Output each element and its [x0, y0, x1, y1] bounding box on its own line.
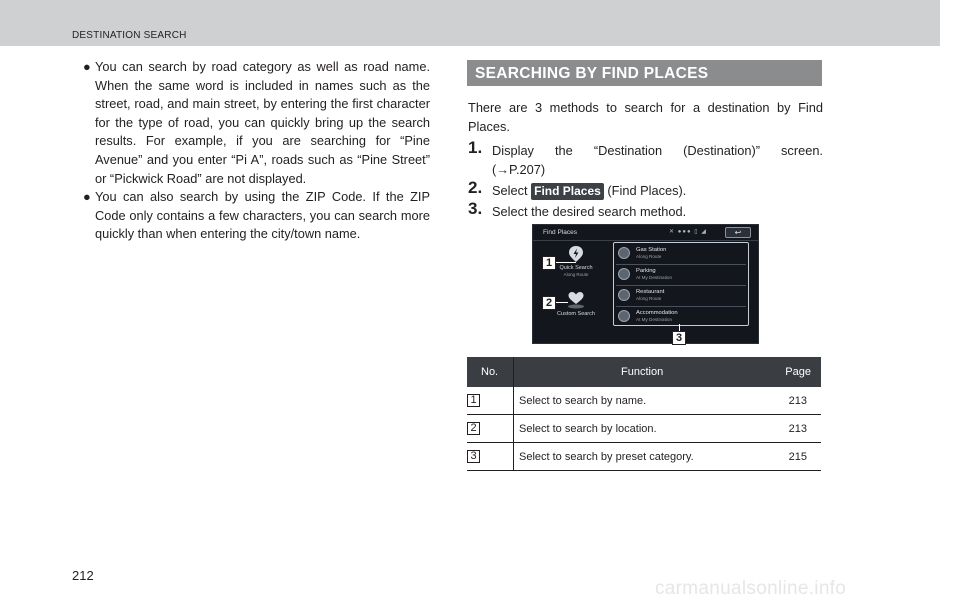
step-2	[468, 178, 823, 200]
page-reference: (→P.207)	[492, 162, 546, 177]
tile-title: Custom Search	[557, 311, 595, 317]
row-number: 1	[467, 394, 480, 407]
note-text: You can also search by using the ZIP Code. If the ZIP Code only contains a few characters, you can search more quickly than when entering the city/town name.	[95, 189, 430, 242]
callout-3: 3	[672, 331, 686, 345]
divider	[616, 306, 746, 307]
category-title: Accommodation	[636, 310, 678, 316]
category-subtitle: At My Destination	[636, 275, 672, 280]
bullet-icon: ●	[83, 59, 91, 74]
intro-text: There are 3 methods to search for a destination by Find Places.	[468, 100, 823, 134]
step-number: 1.	[468, 138, 483, 157]
callout-line	[556, 262, 576, 263]
section-header: DESTINATION SEARCH	[72, 30, 187, 41]
step-3	[468, 199, 823, 221]
category-title: Gas Station	[636, 247, 667, 253]
step-prefix: Select	[492, 183, 528, 198]
find-places-screen	[532, 224, 759, 344]
restaurant-icon	[618, 289, 630, 301]
tile-subtitle: Along Route	[563, 271, 589, 277]
table-header	[467, 357, 821, 387]
table-row	[467, 415, 821, 443]
status-icons: ✕ ●●● ▯ ◢	[669, 229, 707, 235]
find-places-button: Find Places	[531, 183, 604, 200]
function-table	[467, 357, 821, 471]
row-function: Select to search by location.	[519, 423, 657, 435]
watermark: carmanualsonline.info	[655, 578, 847, 599]
category-subtitle: Along Route	[636, 296, 662, 301]
step-1	[468, 138, 823, 160]
section-title: SEARCHING BY FIND PLACES	[475, 65, 709, 82]
page-number: 212	[72, 568, 94, 583]
row-number: 2	[467, 422, 480, 435]
category-subtitle: Along Route	[636, 254, 662, 259]
tile-title: Quick Search	[559, 265, 593, 271]
note-text: You can search by road category as well as road name. When the same word is included in names such as the street, road, and main street, by entering the first character for the type of road, you can quickly bring up the search results. For example, if you are searching for “Pine Avenue” and you enter “Pi A”, roads such as “Pine Street” or “Pickwick Road” are not displayed.	[95, 59, 430, 186]
parking-icon	[618, 268, 630, 280]
heart-pin-icon	[565, 291, 587, 309]
divider	[616, 264, 746, 265]
notes-column	[82, 58, 430, 244]
screen-title: Find Places	[543, 229, 577, 236]
row-number: 3	[467, 450, 480, 463]
category-item[interactable]	[616, 308, 746, 326]
row-page: 213	[788, 395, 807, 407]
step-number: 3.	[468, 199, 483, 218]
category-list	[613, 242, 749, 326]
bullet-icon: ●	[83, 189, 91, 205]
table-divider	[513, 357, 514, 471]
table-row	[467, 443, 821, 471]
row-function: Select to search by preset category.	[519, 451, 694, 463]
callout-1: 1	[542, 256, 556, 270]
row-page: 215	[788, 451, 807, 463]
category-title: Restaurant	[636, 289, 665, 295]
section-title-bar	[467, 60, 822, 86]
gas-station-icon	[618, 247, 630, 259]
category-item[interactable]	[616, 245, 746, 263]
category-item[interactable]	[616, 287, 746, 305]
header-page: Page	[785, 366, 811, 378]
step-number: 2.	[468, 178, 483, 197]
table-row	[467, 387, 821, 415]
note-item	[82, 58, 430, 188]
callout-line	[556, 302, 568, 303]
category-subtitle: At My Destination	[636, 317, 672, 322]
divider	[616, 285, 746, 286]
callout-line	[679, 324, 680, 331]
note-item	[82, 188, 430, 244]
category-item[interactable]	[616, 266, 746, 284]
category-title: Parking	[636, 268, 656, 274]
row-page: 213	[788, 423, 807, 435]
step-suffix: (Find Places).	[607, 183, 687, 198]
callout-2: 2	[542, 296, 556, 310]
header-no: No.	[481, 366, 499, 378]
step-text: Display the “Destination (Destination)” screen.	[492, 143, 823, 158]
lightning-pin-icon	[565, 245, 587, 263]
back-icon[interactable]: ↩	[725, 227, 751, 238]
step-text: Select the desired search method.	[492, 204, 687, 219]
row-function: Select to search by name.	[519, 395, 647, 407]
header-function: Function	[621, 366, 664, 378]
accommodation-icon	[618, 310, 630, 322]
